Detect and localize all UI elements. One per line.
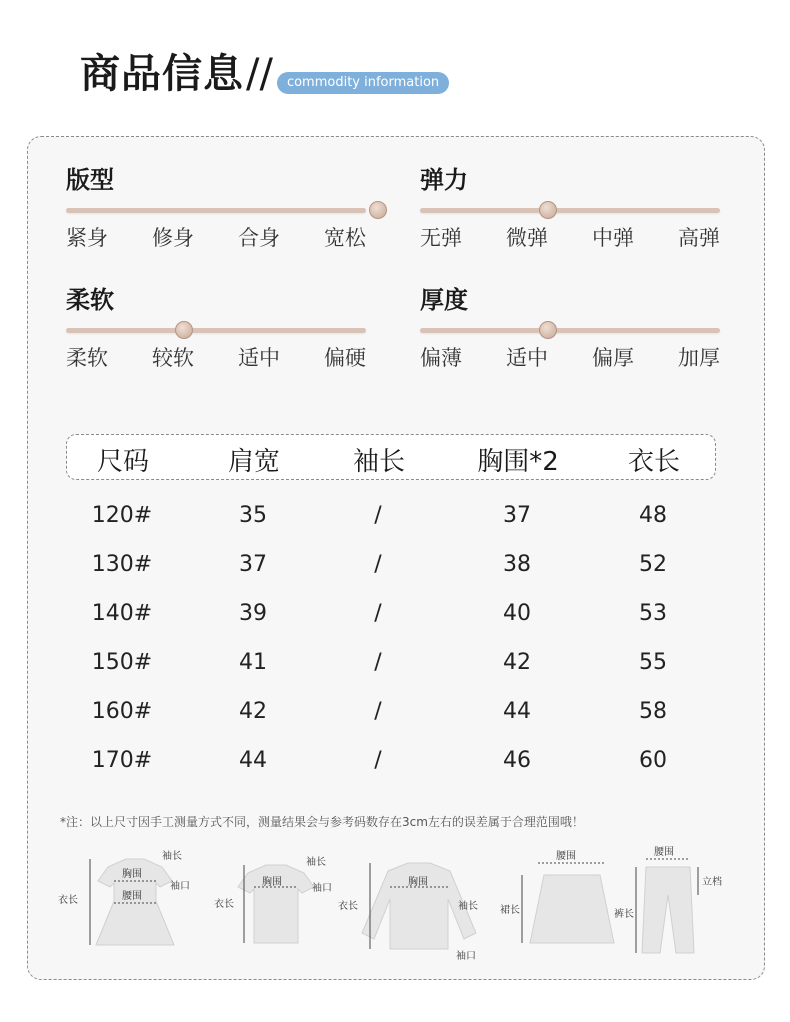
cell-chest: 44 [503, 699, 531, 724]
option-label: 无弹 [420, 226, 462, 250]
page-title: 商品信息 [80, 51, 244, 97]
dress-sleeve-label: 袖长 [162, 851, 182, 862]
dress-cuff-label: 袖口 [170, 881, 190, 892]
cell-sleeve: / [374, 699, 382, 724]
elasticity-slider-knob [539, 201, 557, 219]
cell-size: 120# [91, 503, 153, 528]
header [80, 50, 449, 98]
tshirt-length-label: 衣长 [214, 899, 234, 910]
option-label: 紧身 [66, 226, 108, 250]
cell-length: 52 [639, 552, 667, 577]
elasticity-options [420, 225, 720, 251]
tshirt-sleeve-label: 袖长 [306, 857, 326, 868]
measurement-diagrams [48, 843, 748, 973]
softness-options [66, 345, 366, 371]
softness-slider-track [66, 328, 366, 333]
cell-length: 55 [639, 650, 667, 675]
sweater-sleeve-label: 袖长 [458, 901, 478, 912]
title-slash: // [246, 51, 273, 97]
pants-diagram [614, 846, 722, 953]
thickness-slider-knob [539, 321, 557, 339]
header-chest: 胸围*2 [477, 447, 559, 477]
softness-slider-knob [175, 321, 193, 339]
size-table-header [66, 434, 716, 480]
cell-sleeve: / [374, 601, 382, 626]
product-info-card [27, 136, 765, 980]
cell-size: 160# [91, 699, 153, 724]
cell-size: 150# [91, 650, 153, 675]
skirt-diagram [500, 850, 614, 943]
measurement-note: *注：以上尺寸因手工测量方式不同，测量结果会与参考码数存在3cm左右的误差属于合理范围哦！ [60, 815, 584, 829]
option-label: 偏薄 [420, 346, 462, 370]
option-label: 加厚 [678, 346, 720, 370]
option-label: 偏硬 [324, 346, 366, 370]
attribute-title: 版型 [66, 166, 114, 194]
thickness-slider-track [420, 328, 720, 333]
dress-diagram [58, 849, 190, 945]
pants-length-label: 裤长 [614, 909, 634, 920]
pants-waist-label: 腰围 [654, 847, 674, 858]
sweater-chest-label: 胸围 [408, 877, 428, 888]
option-label: 柔软 [66, 346, 108, 370]
cell-sleeve: / [374, 503, 382, 528]
cell-shoulder: 37 [239, 552, 267, 577]
cell-length: 48 [639, 503, 667, 528]
dress-waist-label: 腰围 [122, 891, 142, 902]
table-row [28, 742, 766, 782]
fit-slider-track [66, 208, 366, 213]
attribute-title: 厚度 [420, 286, 468, 314]
cell-size: 130# [91, 552, 153, 577]
dress-length-label: 衣长 [58, 895, 78, 906]
cell-sleeve: / [374, 650, 382, 675]
sweater-diagram [338, 863, 478, 962]
tshirt-chest-label: 胸围 [262, 877, 282, 888]
option-label: 高弹 [678, 226, 720, 250]
option-label: 宽松 [324, 226, 366, 250]
cell-shoulder: 42 [239, 699, 267, 724]
cell-size: 170# [91, 748, 153, 773]
cell-chest: 37 [503, 503, 531, 528]
attribute-title: 柔软 [66, 286, 114, 314]
cell-shoulder: 41 [239, 650, 267, 675]
cell-chest: 38 [503, 552, 531, 577]
option-label: 适中 [238, 346, 280, 370]
option-label: 修身 [152, 226, 194, 250]
tshirt-cuff-label: 袖口 [312, 883, 332, 894]
table-row [28, 546, 766, 586]
option-label: 偏厚 [592, 346, 634, 370]
table-row [28, 595, 766, 635]
cell-shoulder: 35 [239, 503, 267, 528]
option-label: 微弹 [506, 226, 548, 250]
header-length: 衣长 [627, 447, 681, 477]
cell-shoulder: 44 [239, 748, 267, 773]
cell-chest: 42 [503, 650, 531, 675]
sweater-cuff-label: 袖口 [456, 951, 476, 962]
cell-sleeve: / [374, 552, 382, 577]
cell-length: 60 [639, 748, 667, 773]
pants-rise-label: 立档 [702, 877, 722, 888]
sweater-length-label: 衣长 [338, 901, 358, 912]
table-row [28, 497, 766, 537]
tshirt-diagram [214, 855, 332, 943]
skirt-length-label: 裙长 [500, 905, 520, 916]
attribute-fit [66, 165, 366, 250]
fit-options [66, 225, 366, 251]
attribute-softness [66, 285, 366, 370]
elasticity-slider-track [420, 208, 720, 213]
fit-slider-knob [369, 201, 387, 219]
option-label: 较软 [152, 346, 194, 370]
cell-size: 140# [91, 601, 153, 626]
cell-sleeve: / [374, 748, 382, 773]
cell-length: 53 [639, 601, 667, 626]
attribute-title: 弹力 [420, 166, 468, 194]
option-label: 合身 [238, 226, 280, 250]
dress-chest-label: 胸围 [122, 869, 142, 880]
table-row [28, 693, 766, 733]
attribute-thickness [420, 285, 720, 370]
skirt-waist-label: 腰围 [556, 851, 576, 862]
cell-length: 58 [639, 699, 667, 724]
header-sleeve: 袖长 [352, 447, 406, 477]
cell-chest: 46 [503, 748, 531, 773]
table-row [28, 644, 766, 684]
option-label: 适中 [506, 346, 548, 370]
header-shoulder: 肩宽 [227, 447, 281, 477]
option-label: 中弹 [592, 226, 634, 250]
attribute-elasticity [420, 165, 720, 250]
header-size: 尺码 [96, 447, 150, 477]
cell-shoulder: 39 [239, 601, 267, 626]
cell-chest: 40 [503, 601, 531, 626]
thickness-options [420, 345, 720, 371]
subtitle-badge: commodity information [277, 72, 449, 94]
